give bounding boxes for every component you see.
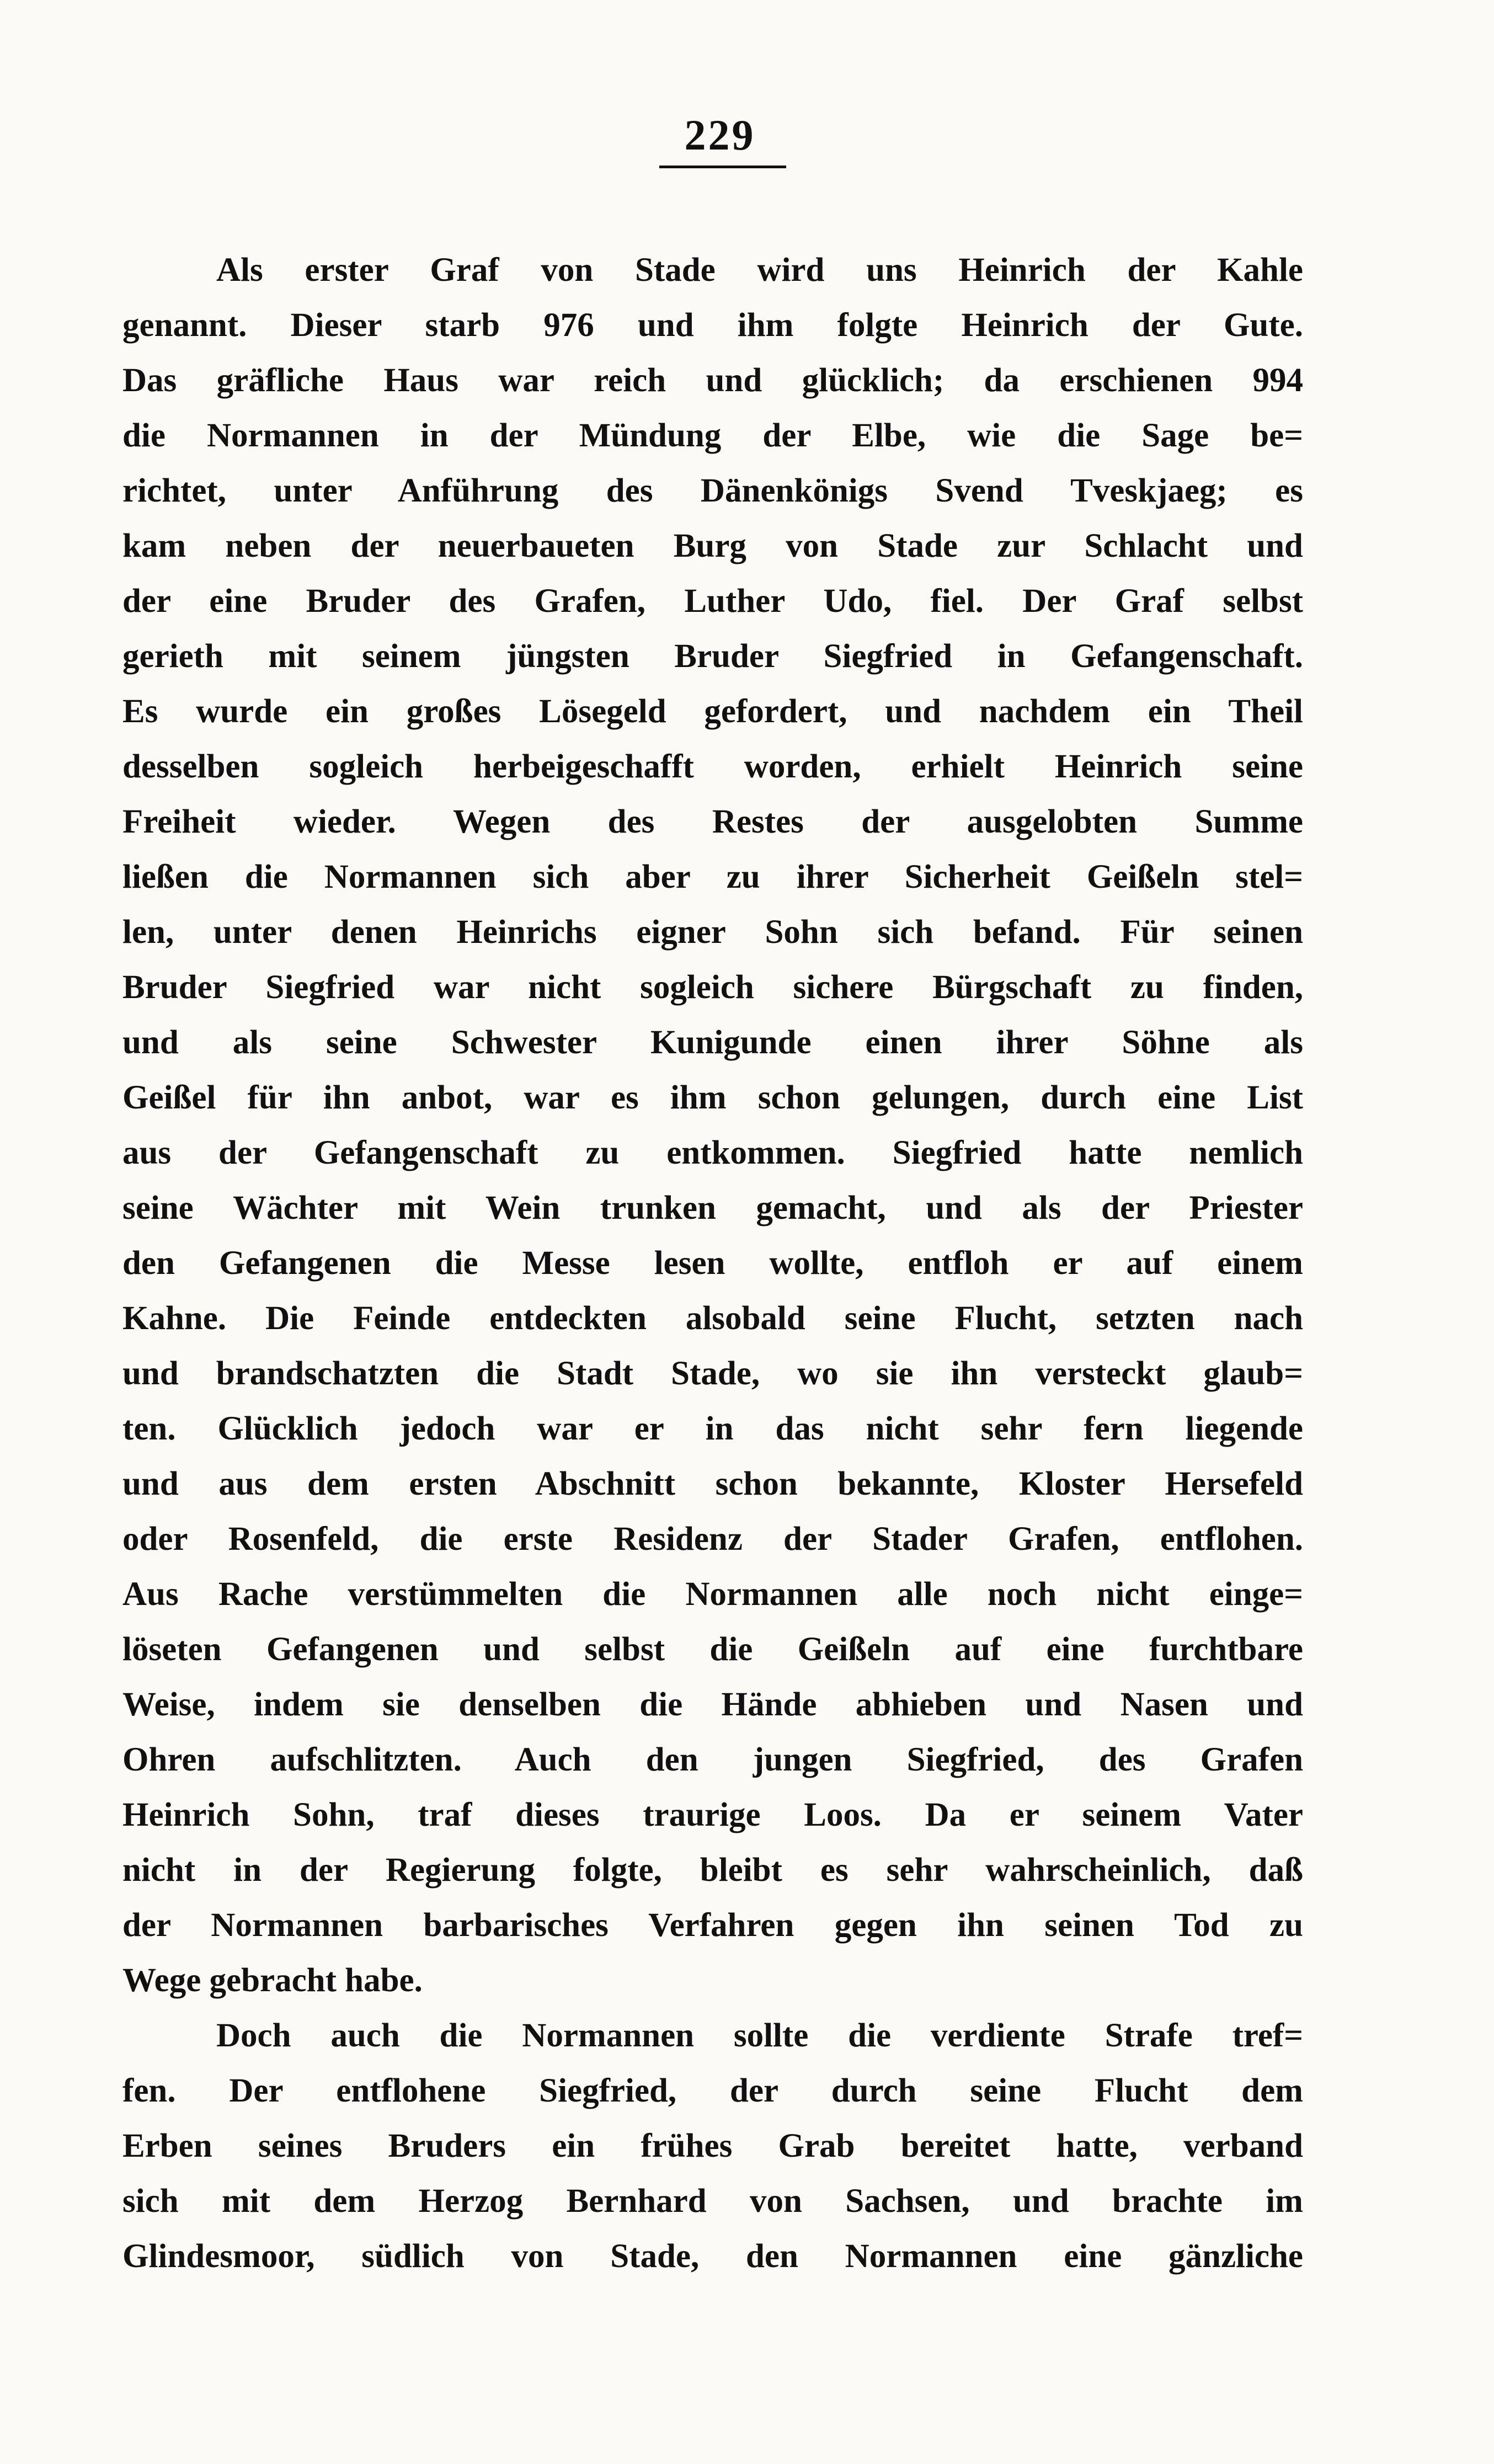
text-line: Weise, indem sie denselben die Hände abhieben und Nasen und [122,1686,1303,1723]
text-line: desselben sogleich herbeigeschafft worden, erhielt Heinrich seine [122,748,1303,785]
text-line: Doch auch die Normannen sollte die verdiente Strafe tref= [216,2017,1303,2054]
text-line: Aus Rache verstümmelten die Normannen alle noch nicht einge= [122,1576,1303,1613]
page-number-rule [659,166,786,168]
text-line: Glindesmoor, südlich von Stade, den Normannen eine gänzliche [122,2238,1303,2275]
text-line: Das gräfliche Haus war reich und glücklich; da erschienen 994 [122,362,1303,399]
text-line: sich mit dem Herzog Bernhard von Sachsen, und brachte im [122,2183,1303,2220]
text-line: und aus dem ersten Abschnitt schon bekannte, Kloster Hersefeld [122,1465,1303,1502]
text-line: fen. Der entflohene Siegfried, der durch seine Flucht dem [122,2072,1303,2109]
text-line: len, unter denen Heinrichs eigner Sohn sich befand. Für seinen [122,914,1303,951]
text-line: die Normannen in der Mündung der Elbe, wie die Sage be= [122,417,1303,454]
text-line: Bruder Siegfried war nicht sogleich sichere Bürgschaft zu finden, [122,969,1303,1006]
text-line: und brandschatzten die Stadt Stade, wo sie ihn versteckt glaub= [122,1355,1303,1392]
text-line: nicht in der Regierung folgte, bleibt es sehr wahrscheinlich, daß [122,1852,1303,1889]
text-line: oder Rosenfeld, die erste Residenz der Stader Grafen, entflohen. [122,1521,1303,1558]
text-line: und als seine Schwester Kunigunde einen ihrer Söhne als [122,1024,1303,1061]
text-line: Es wurde ein großes Lösegeld gefordert, und nachdem ein Theil [122,693,1303,730]
text-line: aus der Gefangenschaft zu entkommen. Siegfried hatte nemlich [122,1134,1303,1171]
text-line: genannt. Dieser starb 976 und ihm folgte Heinrich der Gute. [122,307,1303,344]
text-line: seine Wächter mit Wein trunken gemacht, und als der Priester [122,1190,1303,1226]
text-line: Als erster Graf von Stade wird uns Heinrich der Kahle [216,252,1303,289]
body-text [122,243,1303,2284]
text-line: gerieth mit seinem jüngsten Bruder Siegfried in Gefangenschaft. [122,638,1303,675]
text-line: ten. Glücklich jedoch war er in das nicht sehr fern liegende [122,1410,1303,1447]
text-line: Heinrich Sohn, traf dieses traurige Loos. Da er seinem Vater [122,1796,1303,1833]
text-line: richtet, unter Anführung des Dänenkönigs Svend Tveskjaeg; es [122,472,1303,509]
page-number: 229 [684,111,756,159]
text-line: der eine Bruder des Grafen, Luther Udo, fiel. Der Graf selbst [122,583,1303,620]
text-line: Kahne. Die Feinde entdeckten alsobald seine Flucht, setzten nach [122,1300,1303,1337]
text-line: Ohren aufschlitzten. Auch den jungen Siegfried, des Grafen [122,1741,1303,1778]
text-line: Geißel für ihn anbot, war es ihm schon gelungen, durch eine List [122,1079,1303,1116]
text-line: ließen die Normannen sich aber zu ihrer Sicherheit Geißeln stel= [122,858,1303,895]
text-line: Wege gebracht habe. [122,1962,423,1999]
text-line: löseten Gefangenen und selbst die Geißeln auf eine furchtbare [122,1631,1303,1668]
text-line: Erben seines Bruders ein frühes Grab bereitet hatte, verband [122,2127,1303,2164]
text-line: Freiheit wieder. Wegen des Restes der ausgelobten Summe [122,803,1303,840]
text-line: der Normannen barbarisches Verfahren gegen ihn seinen Tod zu [122,1907,1303,1944]
text-line: den Gefangenen die Messe lesen wollte, entfloh er auf einem [122,1245,1303,1282]
text-line: kam neben der neuerbaueten Burg von Stade zur Schlacht und [122,527,1303,564]
